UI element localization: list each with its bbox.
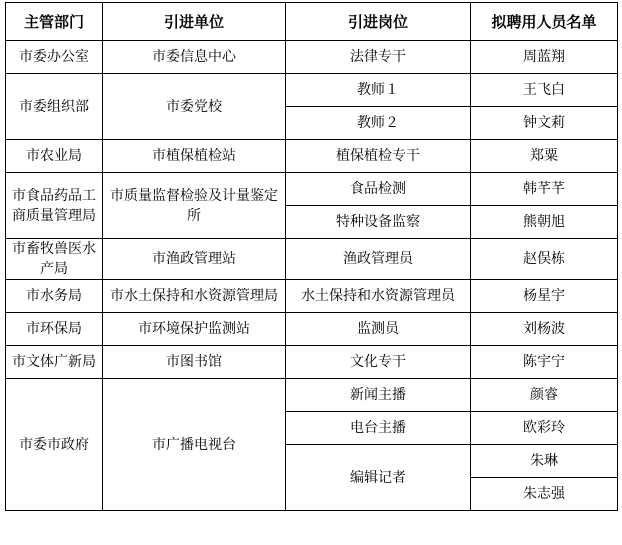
header-candidates: 拟聘用人员名单: [471, 3, 618, 41]
header-row: [6, 3, 618, 41]
table-row: [6, 346, 618, 379]
unit-cell: 市渔政管理站: [103, 239, 286, 280]
candidate-name-cell: 颜睿: [471, 379, 618, 412]
table-row: [6, 140, 618, 173]
candidate-name-cell: 朱琳: [471, 445, 618, 478]
position-cell: 特种设备监察: [286, 206, 471, 239]
position-cell: 教师１: [286, 74, 471, 107]
unit-cell: 市广播电视台: [103, 379, 286, 511]
department-cell: 市环保局: [6, 313, 103, 346]
department-cell: 市食品药品工商质量管理局: [6, 173, 103, 239]
candidate-name-cell: 赵俣栋: [471, 239, 618, 280]
candidate-name-cell: 周蓝翔: [471, 41, 618, 74]
candidate-name-cell: 欧彩玲: [471, 412, 618, 445]
position-cell: 渔政管理员: [286, 239, 471, 280]
recruitment-table: [5, 2, 618, 511]
unit-cell: 市委党校: [103, 74, 286, 140]
unit-cell: 市图书馆: [103, 346, 286, 379]
department-cell: 市委办公室: [6, 41, 103, 74]
position-cell: 法律专干: [286, 41, 471, 74]
header-unit: 引进单位: [103, 3, 286, 41]
department-cell: 市畜牧兽医水产局: [6, 239, 103, 280]
table-row: [6, 313, 618, 346]
unit-cell: 市环境保护监测站: [103, 313, 286, 346]
unit-cell: 市植保植检站: [103, 140, 286, 173]
candidate-name-cell: 熊朝旭: [471, 206, 618, 239]
position-cell: 食品检测: [286, 173, 471, 206]
table-row: [6, 379, 618, 412]
position-cell: 新闻主播: [286, 379, 471, 412]
header-department: 主管部门: [6, 3, 103, 41]
department-cell: 市文体广新局: [6, 346, 103, 379]
candidate-name-cell: 韩芊芊: [471, 173, 618, 206]
table-row: [6, 239, 618, 280]
department-cell: 市委市政府: [6, 379, 103, 511]
position-cell: 文化专干: [286, 346, 471, 379]
position-cell: 教师２: [286, 107, 471, 140]
position-cell: 电台主播: [286, 412, 471, 445]
position-cell: 水土保持和水资源管理员: [286, 280, 471, 313]
department-cell: 市水务局: [6, 280, 103, 313]
unit-cell: 市质量监督检验及计量鉴定所: [103, 173, 286, 239]
candidate-name-cell: 刘杨波: [471, 313, 618, 346]
candidate-name-cell: 郑粟: [471, 140, 618, 173]
unit-cell: 市水土保持和水资源管理局: [103, 280, 286, 313]
header-position: 引进岗位: [286, 3, 471, 41]
table-row: [6, 41, 618, 74]
unit-cell: 市委信息中心: [103, 41, 286, 74]
candidate-name-cell: 钟文莉: [471, 107, 618, 140]
table-header: [6, 3, 618, 41]
position-cell: 监测员: [286, 313, 471, 346]
table-row: [6, 173, 618, 206]
position-cell: 植保植检专干: [286, 140, 471, 173]
candidate-name-cell: 杨星宇: [471, 280, 618, 313]
position-cell: 编辑记者: [286, 445, 471, 511]
candidate-name-cell: 王飞白: [471, 74, 618, 107]
department-cell: 市委组织部: [6, 74, 103, 140]
department-cell: 市农业局: [6, 140, 103, 173]
table-row: [6, 74, 618, 107]
candidate-name-cell: 陈宇宁: [471, 346, 618, 379]
candidate-name-cell: 朱志强: [471, 478, 618, 511]
table-row: [6, 280, 618, 313]
table-body: [6, 41, 618, 511]
